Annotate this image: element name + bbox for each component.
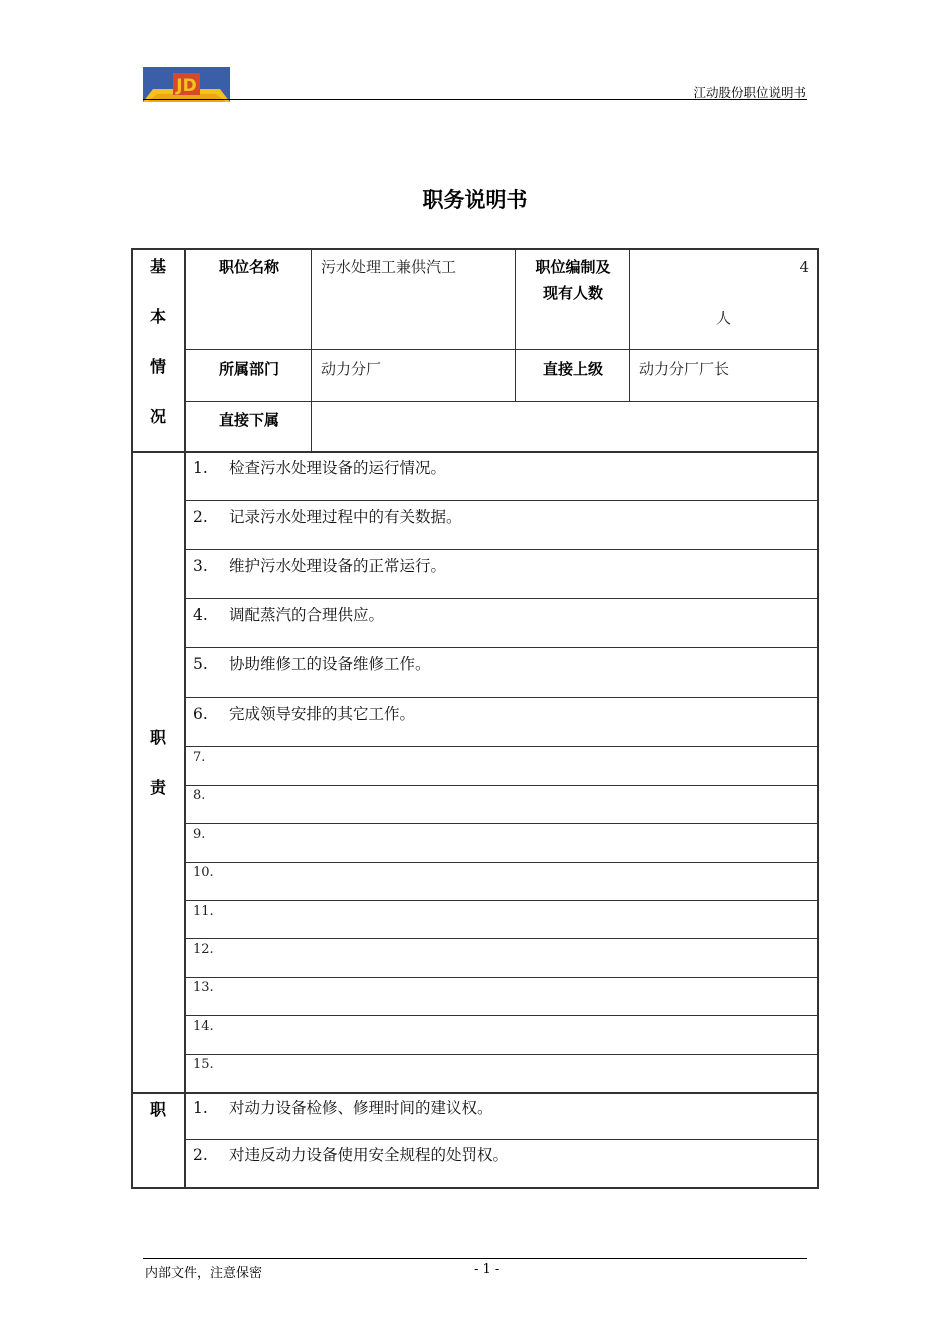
basic-info-section-label: 基 本 情 况 [149, 257, 166, 426]
duties-row-divider [185, 938, 817, 939]
authority-section-label: 职 [149, 1100, 166, 1119]
headcount-number: 4 [799, 258, 809, 276]
company-logo [143, 67, 230, 102]
basic-col-divider-2 [515, 250, 516, 401]
duty-item: 4. 调配蒸汽的合理供应。 [193, 606, 385, 624]
section-divider [184, 250, 186, 1187]
duty-item-empty: 13. [193, 980, 214, 995]
superior-label: 直接上级 [542, 360, 603, 378]
basic-col-divider-1 [311, 250, 312, 452]
job-description-table [131, 248, 819, 1189]
footer-confidential: 内部文件，注意保密 [145, 1266, 263, 1281]
duties-row-divider [185, 977, 817, 978]
duty-item-empty: 15. [193, 1057, 214, 1072]
headcount-label: 职位编制及 现有人数 [535, 258, 611, 302]
duty-item-empty: 12. [193, 942, 214, 957]
footer-rule [143, 1258, 807, 1259]
duty-item: 5. 协助维修工的设备维修工作。 [193, 655, 431, 673]
authority-row-divider [185, 1139, 817, 1140]
basic-row-divider-1 [185, 349, 817, 350]
logo-lettering: JD [176, 76, 197, 96]
section-divider-duties [131, 451, 819, 453]
header-doc-name: 江动股份职位说明书 [693, 85, 806, 100]
duty-item: 1. 检查污水处理设备的运行情况。 [193, 459, 447, 477]
department-value: 动力分厂 [321, 360, 382, 378]
duties-row-divider [185, 549, 817, 550]
position-name-value: 污水处理工兼供汽工 [321, 258, 457, 276]
duty-item: 3. 维护污水处理设备的正常运行。 [193, 557, 447, 575]
duties-row-divider [185, 1054, 817, 1055]
superior-value: 动力分厂厂长 [639, 360, 730, 378]
duties-row-divider [185, 785, 817, 786]
duty-item-empty: 11. [193, 904, 214, 919]
department-label: 所属部门 [218, 360, 279, 378]
duties-row-divider [185, 598, 817, 599]
duties-row-divider [185, 697, 817, 698]
duties-section-label: 职 责 [149, 728, 166, 797]
header-rule [143, 99, 807, 100]
duty-item-empty: 9. [193, 827, 206, 842]
duties-row-divider [185, 1015, 817, 1016]
basic-col-divider-3 [629, 250, 630, 401]
duties-row-divider [185, 823, 817, 824]
duty-item-empty: 14. [193, 1019, 214, 1034]
page-number: - 1 - [474, 1262, 500, 1277]
subordinate-label: 直接下属 [218, 411, 279, 429]
duty-item-empty: 10. [193, 865, 214, 880]
duties-row-divider [185, 746, 817, 747]
position-name-label: 职位名称 [218, 258, 279, 276]
duty-item: 6. 完成领导安排的其它工作。 [193, 705, 416, 723]
duty-item-empty: 8. [193, 788, 206, 803]
duty-item: 2. 记录污水处理过程中的有关数据。 [193, 508, 462, 526]
duties-row-divider [185, 862, 817, 863]
duties-row-divider [185, 500, 817, 501]
duty-item-empty: 7. [193, 750, 206, 765]
headcount-unit: 人 [716, 309, 732, 327]
duties-row-divider [185, 900, 817, 901]
authority-item: 2. 对违反动力设备使用安全规程的处罚权。 [193, 1146, 509, 1164]
authority-item: 1. 对动力设备检修、修理时间的建议权。 [193, 1099, 493, 1117]
section-divider-authority [131, 1092, 819, 1094]
page-title: 职务说明书 [422, 188, 528, 212]
duties-row-divider [185, 647, 817, 648]
basic-row-divider-2 [185, 401, 817, 402]
